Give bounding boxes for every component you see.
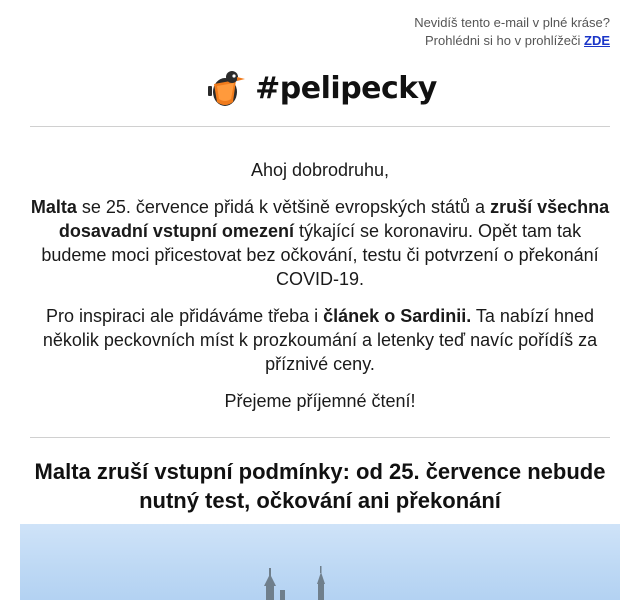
logo[interactable] <box>0 64 640 112</box>
sardinia-article-link[interactable]: článek o Sardinii. <box>323 306 472 326</box>
closing-line: Přejeme příjemné čtení! <box>224 391 416 411</box>
article-title[interactable]: Malta zruší vstupní podmínky: od 25. července nebude nutný test, očkování ani překonání <box>34 459 606 513</box>
intro-paragraph-malta <box>30 195 610 291</box>
restrictions-bold: zruší všechna dosavadní vstupní omezení <box>58 197 610 241</box>
preheader-question: Nevidíš tento e-mail v plné kráse? <box>414 15 610 30</box>
intro-p1-text2: týkající se koronaviru. Opět tam tak budeme moci přicestovat bez očkování, testu či potvrzení o překonání COVID-19. <box>41 221 599 289</box>
content-divider <box>30 437 610 438</box>
pelican-logo-icon <box>203 66 247 110</box>
view-in-browser-link[interactable]: ZDE <box>584 33 610 48</box>
intro-p2-text2: Ta nabízí hned několik peckovních míst k prozkoumání a letenky teď navíc pořídíš za příznivé ceny. <box>42 306 598 374</box>
intro-p1-text1: se 25. července přidá k většině evropských států a <box>76 197 491 217</box>
header-divider <box>30 126 610 127</box>
malta-bold: Malta <box>30 197 77 217</box>
logo-text: #pelipecky <box>255 70 437 106</box>
greeting: Ahoj dobrodruhu, <box>250 160 390 180</box>
hero-image-svg <box>20 524 620 600</box>
preheader-browser-text: Prohlédni si ho v prohlížeči <box>425 33 581 48</box>
intro-text <box>30 158 610 426</box>
preheader-browser-line <box>414 32 610 50</box>
malta-skyline-photo[interactable] <box>20 524 620 600</box>
preheader <box>414 14 610 50</box>
intro-p2-text1: Pro inspiraci ale přidáváme třeba i <box>46 306 324 326</box>
intro-paragraph-sardinia <box>30 304 610 376</box>
